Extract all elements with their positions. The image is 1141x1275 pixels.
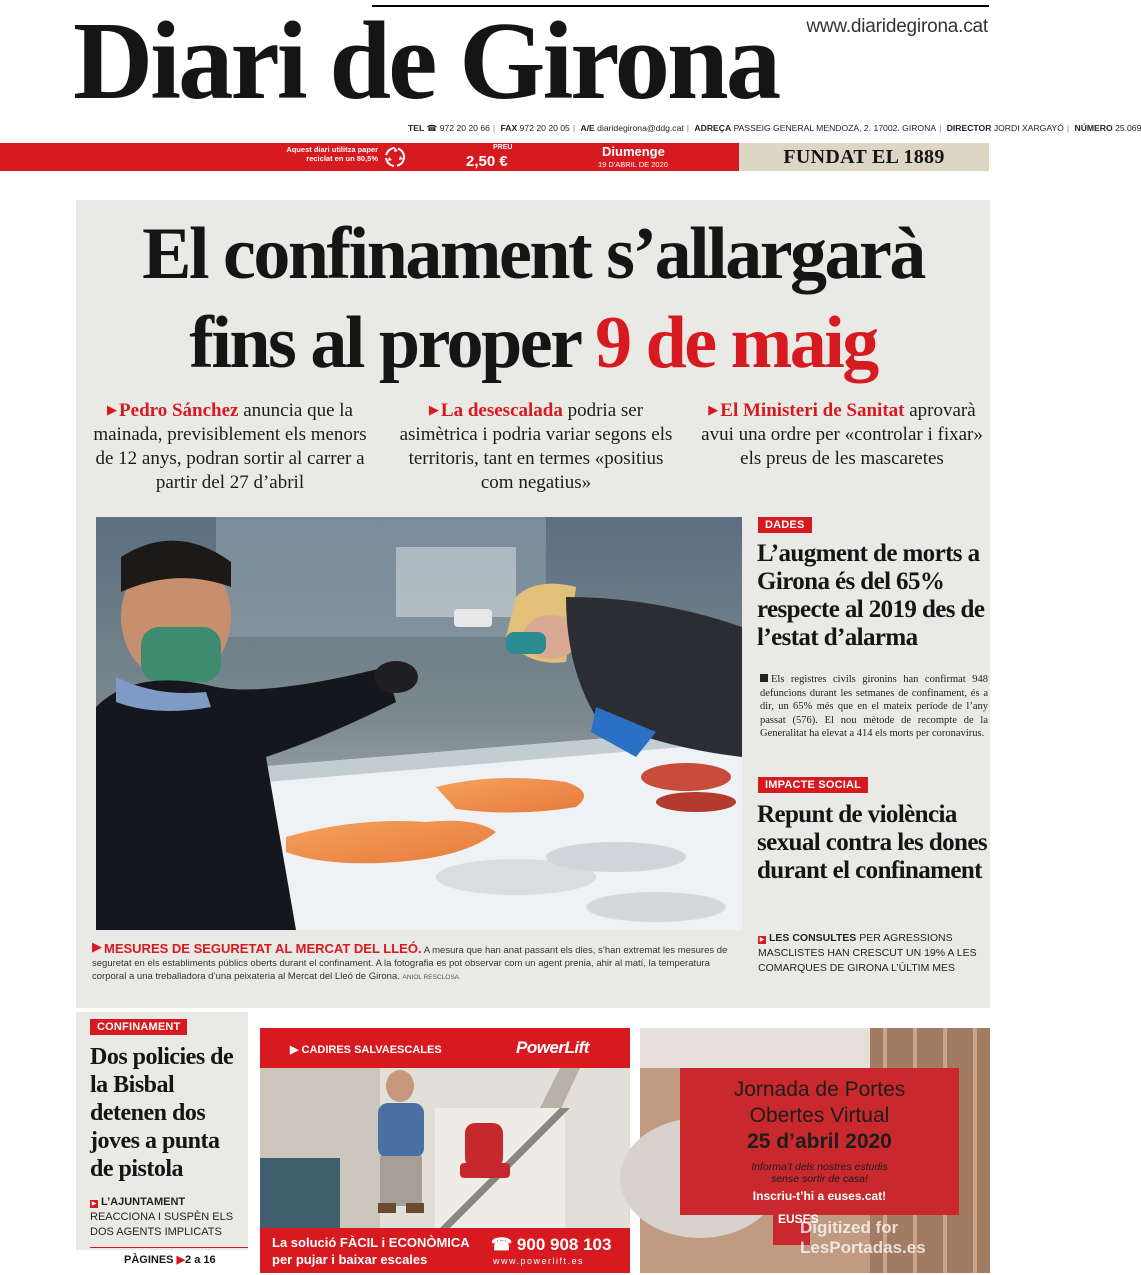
contact-line: TEL ☎ 972 20 20 66 | FAX 972 20 20 05 | A/E diaridegirona@ddg.cat | ADREÇA PASSEIG GENERAL MENDOZA, 2. 17002. GIRONA | DIRECTOR JORDI XARGAYÓ | NÚMERO 25.069: [408, 123, 1141, 133]
market-photo[interactable]: [96, 517, 742, 930]
bottom-headline-police[interactable]: Dos policies de la Bisbal detenen dos joves a punta de pistola: [90, 1044, 234, 1182]
powerlift-slogan: La solució FÀCIL i ECONÒMICA per pujar i baixar escales: [272, 1235, 470, 1267]
founded-text: FUNDAT EL 1889: [783, 146, 945, 168]
side-body-violence: ▶ LES CONSULTES PER AGRESSIONS MASCLISTES HAN CRESCUT UN 19% A LES COMARQUES DE GIRONA L’ÚLTIM MES: [758, 932, 977, 974]
newspaper-logo: Diari de Girona: [73, 0, 779, 123]
main-headline-line2[interactable]: fins al proper 9 de maig: [189, 302, 877, 384]
powerlift-website[interactable]: www.powerlift.es: [493, 1256, 585, 1266]
section-tag-impacte-social: IMPACTE SOCIAL: [758, 777, 868, 793]
subheadline-1: ▶ Pedro Sánchez anuncia que la mainada, previsiblement els menors de 12 anys, podran sortir al carrer a partir del 27 d’abril: [93, 400, 367, 493]
photo-caption: ▶ MESURES DE SEGURETAT AL MERCAT DEL LLEÓ. A mesura que han anat passant els dies, s’han extremat les mesures de seguretat en els establiments públics oberts durant el confinament. A la fotografia es pot observar com un agent prenia, ahir al matí, la temperatura corporal a una treballadora d’una peixateria al Mercat del Lleó de Girona. ANIOL RESCLOSA: [92, 939, 728, 982]
side-headline-deaths[interactable]: L’augment de morts a Girona és del 65% respecte al 2019 des de l’estat d’alarma: [757, 540, 985, 651]
site-url[interactable]: www.diaridegirona.cat: [806, 16, 988, 37]
powerlift-brand: PowerLift: [516, 1038, 589, 1057]
pages-reference[interactable]: PÀGINES ▶2 a 16: [124, 1254, 216, 1266]
bottom-body-police: ▶ L’AJUNTAMENT REACCIONA I SUSPÈN ELS DOS AGENTS IMPLICATS: [90, 1196, 234, 1238]
side-headline-violence[interactable]: Repunt de violència sexual contra les dones durant el confinament: [757, 801, 987, 884]
euses-logo: EUSES: [778, 1212, 819, 1226]
issue-date: 19 D'ABRIL DE 2020: [598, 160, 668, 169]
subheadline-2: ▶ La desescalada podria ser asimètrica i podria variar segons els territoris, tant en termes «positius com negatius»: [399, 400, 673, 493]
powerlift-phone[interactable]: ☎ 900 908 103: [491, 1235, 612, 1254]
subheadline-3: ▶ El Ministeri de Sanitat aprovarà avui una ordre per «controlar i fixar» els preus de les mascaretes: [701, 400, 983, 469]
euses-ad-subtitle: Informa’t dels nostres estudis sense sortir de casa!: [751, 1161, 888, 1185]
main-headline-line1[interactable]: El confinament s’allargarà: [142, 213, 924, 295]
recycle-icon: [384, 146, 406, 168]
price: 2,50 €: [466, 153, 508, 170]
recycled-paper-note: Aquest diari utilitza paper reciclat en un 80,5%: [286, 145, 378, 164]
phone-icon: ☎: [491, 1235, 517, 1254]
price-label: PREU: [493, 144, 513, 151]
euses-ad-cta[interactable]: Inscriu-t’hi a euses.cat!: [752, 1189, 887, 1203]
side-body-deaths: Els registres civils gironins han confirmat 948 defuncions durant les setmanes de confinament, és a dir, un 65% més que en el mateix període de l’any passat (576). El nou mètode de recompte de la Generalitat ha elevat a 414 els morts per coronavirus.: [760, 674, 988, 739]
powerlift-ad-label: ▶ CADIRES SALVAESCALES: [290, 1044, 442, 1056]
section-tag-dades: DADES: [758, 517, 812, 533]
digitized-watermark: Digitized for LesPortadas.es: [800, 1218, 926, 1257]
main-headline-highlight: 9 de maig: [595, 302, 877, 384]
section-tag-confinament: CONFINAMENT: [90, 1019, 187, 1035]
euses-ad-title: Jornada de Portes Obertes Virtual 25 d’abril 2020: [733, 1078, 906, 1153]
weekday: Diumenge: [602, 144, 665, 159]
